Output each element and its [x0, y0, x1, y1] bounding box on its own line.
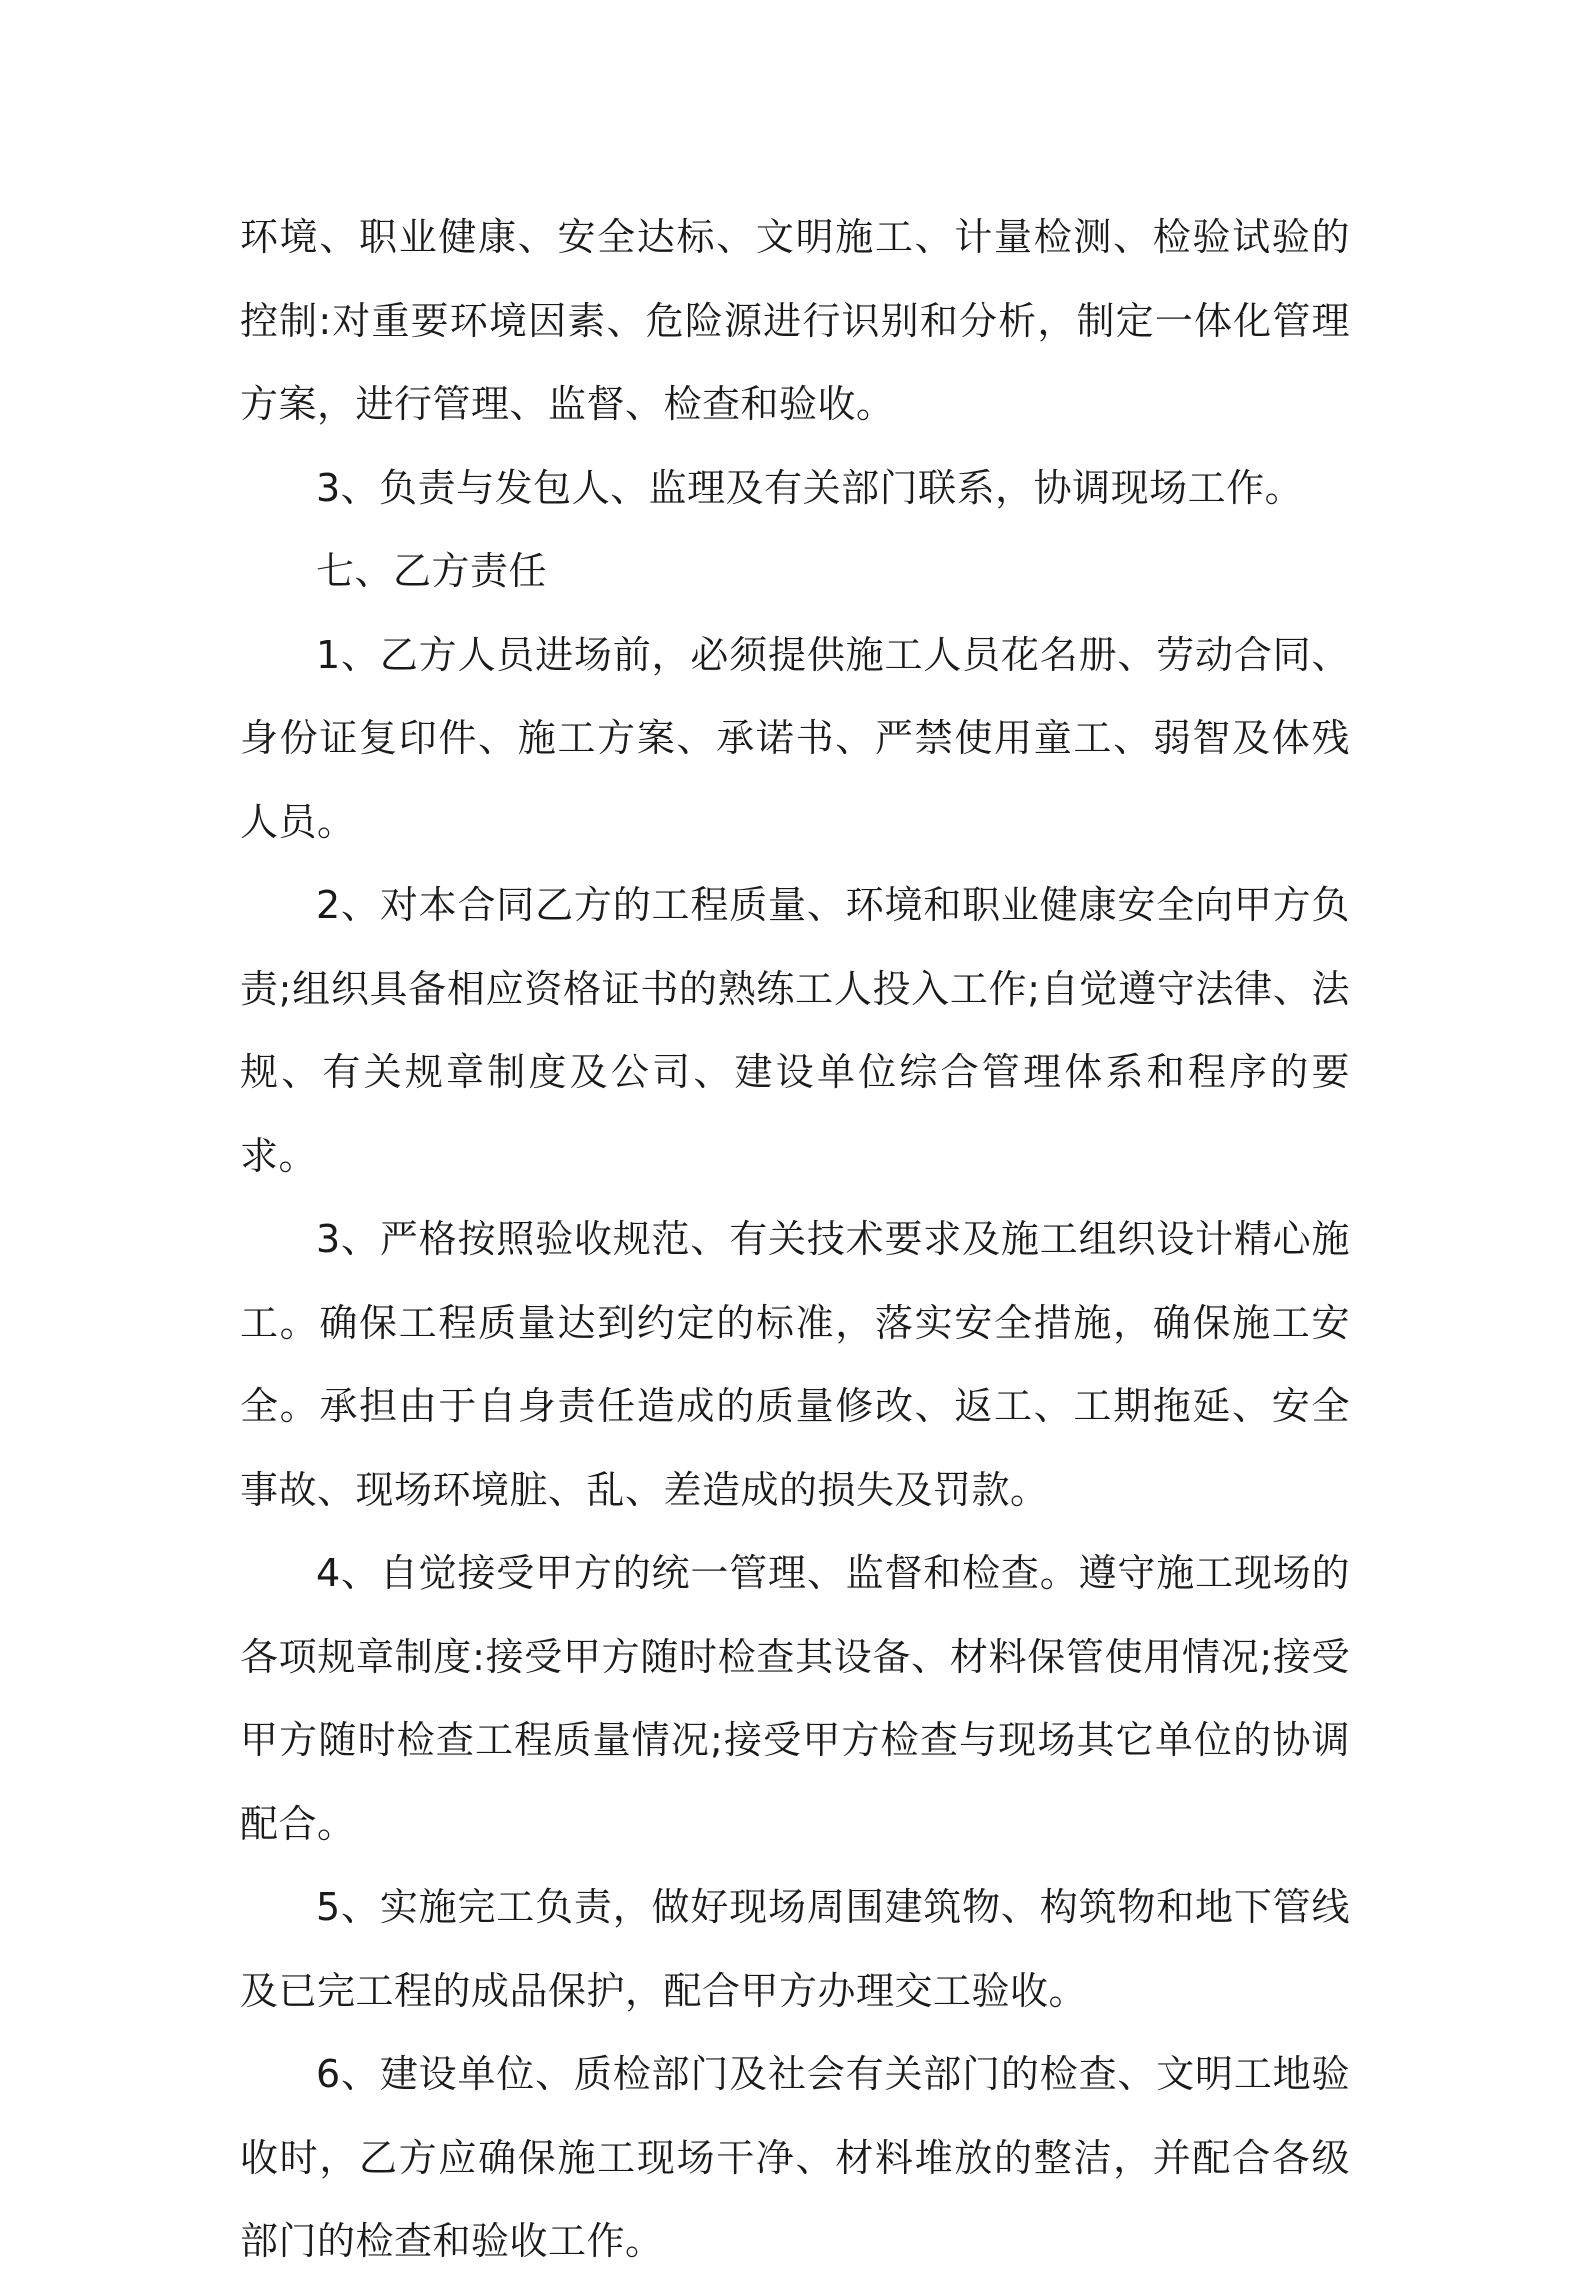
paragraph-continuation: 环境、职业健康、安全达标、文明施工、计量检测、检验试验的控制:对重要环境因素、危险源进行识别和分析，制定一体化管理方案，进行管理、监督、检查和验收。 [240, 215, 1350, 426]
paragraph-item-3-contact: 3、负责与发包人、监理及有关部门联系，协调现场工作。 [316, 465, 1304, 510]
paragraph-item-5: 5、实施完工负责，做好现场周围建筑物、构筑物和地下管线及已完工程的成品保护，配合甲方办理交工验收。 [240, 1885, 1350, 2013]
section-heading-party-b-responsibility: 七、乙方责任 [316, 549, 548, 593]
document-body [240, 196, 1350, 2284]
paragraph-item-4: 4、自觉接受甲方的统一管理、监督和检查。遵守施工现场的各项规章制度:接受甲方随时检查其设备、材料保管使用情况;接受甲方随时检查工程质量情况;接受甲方检查与现场其它单位的协调配合。 [240, 1551, 1350, 1846]
paragraph-item-6: 6、建设单位、质检部门及社会有关部门的检查、文明工地验收时，乙方应确保施工现场干净、材料堆放的整洁，并配合各级部门的检查和验收工作。 [240, 2052, 1350, 2263]
paragraph-item-2: 2、对本合同乙方的工程质量、环境和职业健康安全向甲方负责;组织具备相应资格证书的熟练工人投入工作;自觉遵守法律、法规、有关规章制度及公司、建设单位综合管理体系和程序的要求。 [240, 883, 1350, 1178]
paragraph-item-1: 1、乙方人员进场前，必须提供施工人员花名册、劳动合同、身份证复印件、施工方案、承诺书、严禁使用童工、弱智及体残人员。 [240, 632, 1350, 844]
paragraph-item-3: 3、严格按照验收规范、有关技术要求及施工组织设计精心施工。确保工程质量达到约定的标准，落实安全措施，确保施工安全。承担由于自身责任造成的质量修改、返工、工期拖延、安全事故、现场环境脏、乱、差造成的损失及罚款。 [240, 1217, 1350, 1512]
